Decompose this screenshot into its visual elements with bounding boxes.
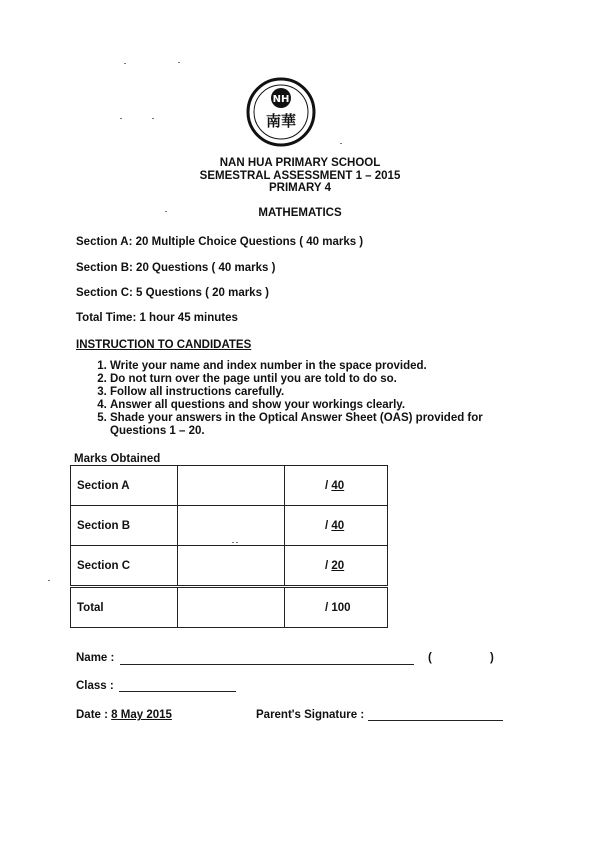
- marks-obtained-title: Marks Obtained: [74, 453, 161, 465]
- max-marks: / 100: [285, 587, 388, 628]
- scan-speck: [178, 62, 180, 63]
- instruction-item: 1. Write your name and index number in the space provided.: [110, 360, 530, 373]
- parent-signature-field[interactable]: [368, 720, 503, 721]
- row-label: Section C: [71, 546, 178, 587]
- scan-speck: [124, 63, 126, 64]
- name-label: Name :: [76, 652, 115, 664]
- score-cell[interactable]: [178, 466, 285, 506]
- instruction-item: 3. Follow all instructions carefully.: [110, 386, 530, 399]
- level-title: PRIMARY 4: [269, 182, 331, 194]
- scan-speck: [120, 118, 122, 119]
- max-marks: / 40: [285, 506, 388, 546]
- table-row-total: [71, 587, 388, 628]
- class-field[interactable]: [119, 691, 236, 692]
- date-value: 8 May 2015: [111, 709, 172, 721]
- row-label: Section B: [71, 506, 178, 546]
- marks-table: [70, 465, 388, 628]
- instruction-item: 4. Answer all questions and show your workings clearly.: [110, 399, 530, 412]
- section-c-info: Section C: 5 Questions ( 20 marks ): [76, 287, 270, 299]
- date-line: [76, 709, 172, 721]
- table-row: [71, 546, 388, 587]
- crest-chinese-name: 南華: [265, 112, 297, 130]
- parent-signature-label: Parent's Signature :: [256, 709, 365, 721]
- score-cell[interactable]: [178, 587, 285, 628]
- score-cell[interactable]: [178, 506, 285, 546]
- name-field[interactable]: [120, 664, 414, 665]
- index-close-paren: ): [490, 652, 494, 664]
- scan-speck: [340, 143, 342, 144]
- section-b-info: Section B: 20 Questions ( 40 marks ): [76, 262, 276, 274]
- date-label: Date :: [76, 709, 112, 721]
- scan-speck: [48, 580, 50, 581]
- score-cell[interactable]: [178, 546, 285, 587]
- table-row: [71, 506, 388, 546]
- instructions-heading: INSTRUCTION TO CANDIDATES: [76, 339, 252, 351]
- instruction-item: 5. Shade your answers in the Optical Answer Sheet (OAS) provided for Questions 1 – 20.: [110, 412, 530, 438]
- row-label: Section A: [71, 466, 178, 506]
- index-open-paren: (: [428, 652, 432, 664]
- instruction-item: 2. Do not turn over the page until you are told to do so.: [110, 373, 530, 386]
- total-time: Total Time: 1 hour 45 minutes: [76, 312, 238, 324]
- crest-initials: NH: [272, 94, 290, 105]
- school-name: NAN HUA PRIMARY SCHOOL: [219, 157, 381, 169]
- subject-title: MATHEMATICS: [258, 207, 342, 219]
- scan-speck: [165, 211, 167, 212]
- scan-speck: [232, 542, 234, 543]
- assessment-title: SEMESTRAL ASSESSMENT 1 – 2015: [199, 170, 401, 182]
- section-a-info: Section A: 20 Multiple Choice Questions ( 40 marks ): [76, 236, 364, 248]
- row-label: Total: [71, 587, 178, 628]
- scan-speck: [236, 542, 238, 543]
- max-marks: / 40: [285, 466, 388, 506]
- index-number-field[interactable]: [434, 650, 488, 666]
- max-marks: / 20: [285, 546, 388, 587]
- table-row: [71, 466, 388, 506]
- scan-speck: [152, 118, 154, 119]
- instructions-list: [78, 360, 530, 438]
- class-label: Class :: [76, 680, 114, 692]
- school-crest-logo: [245, 76, 317, 148]
